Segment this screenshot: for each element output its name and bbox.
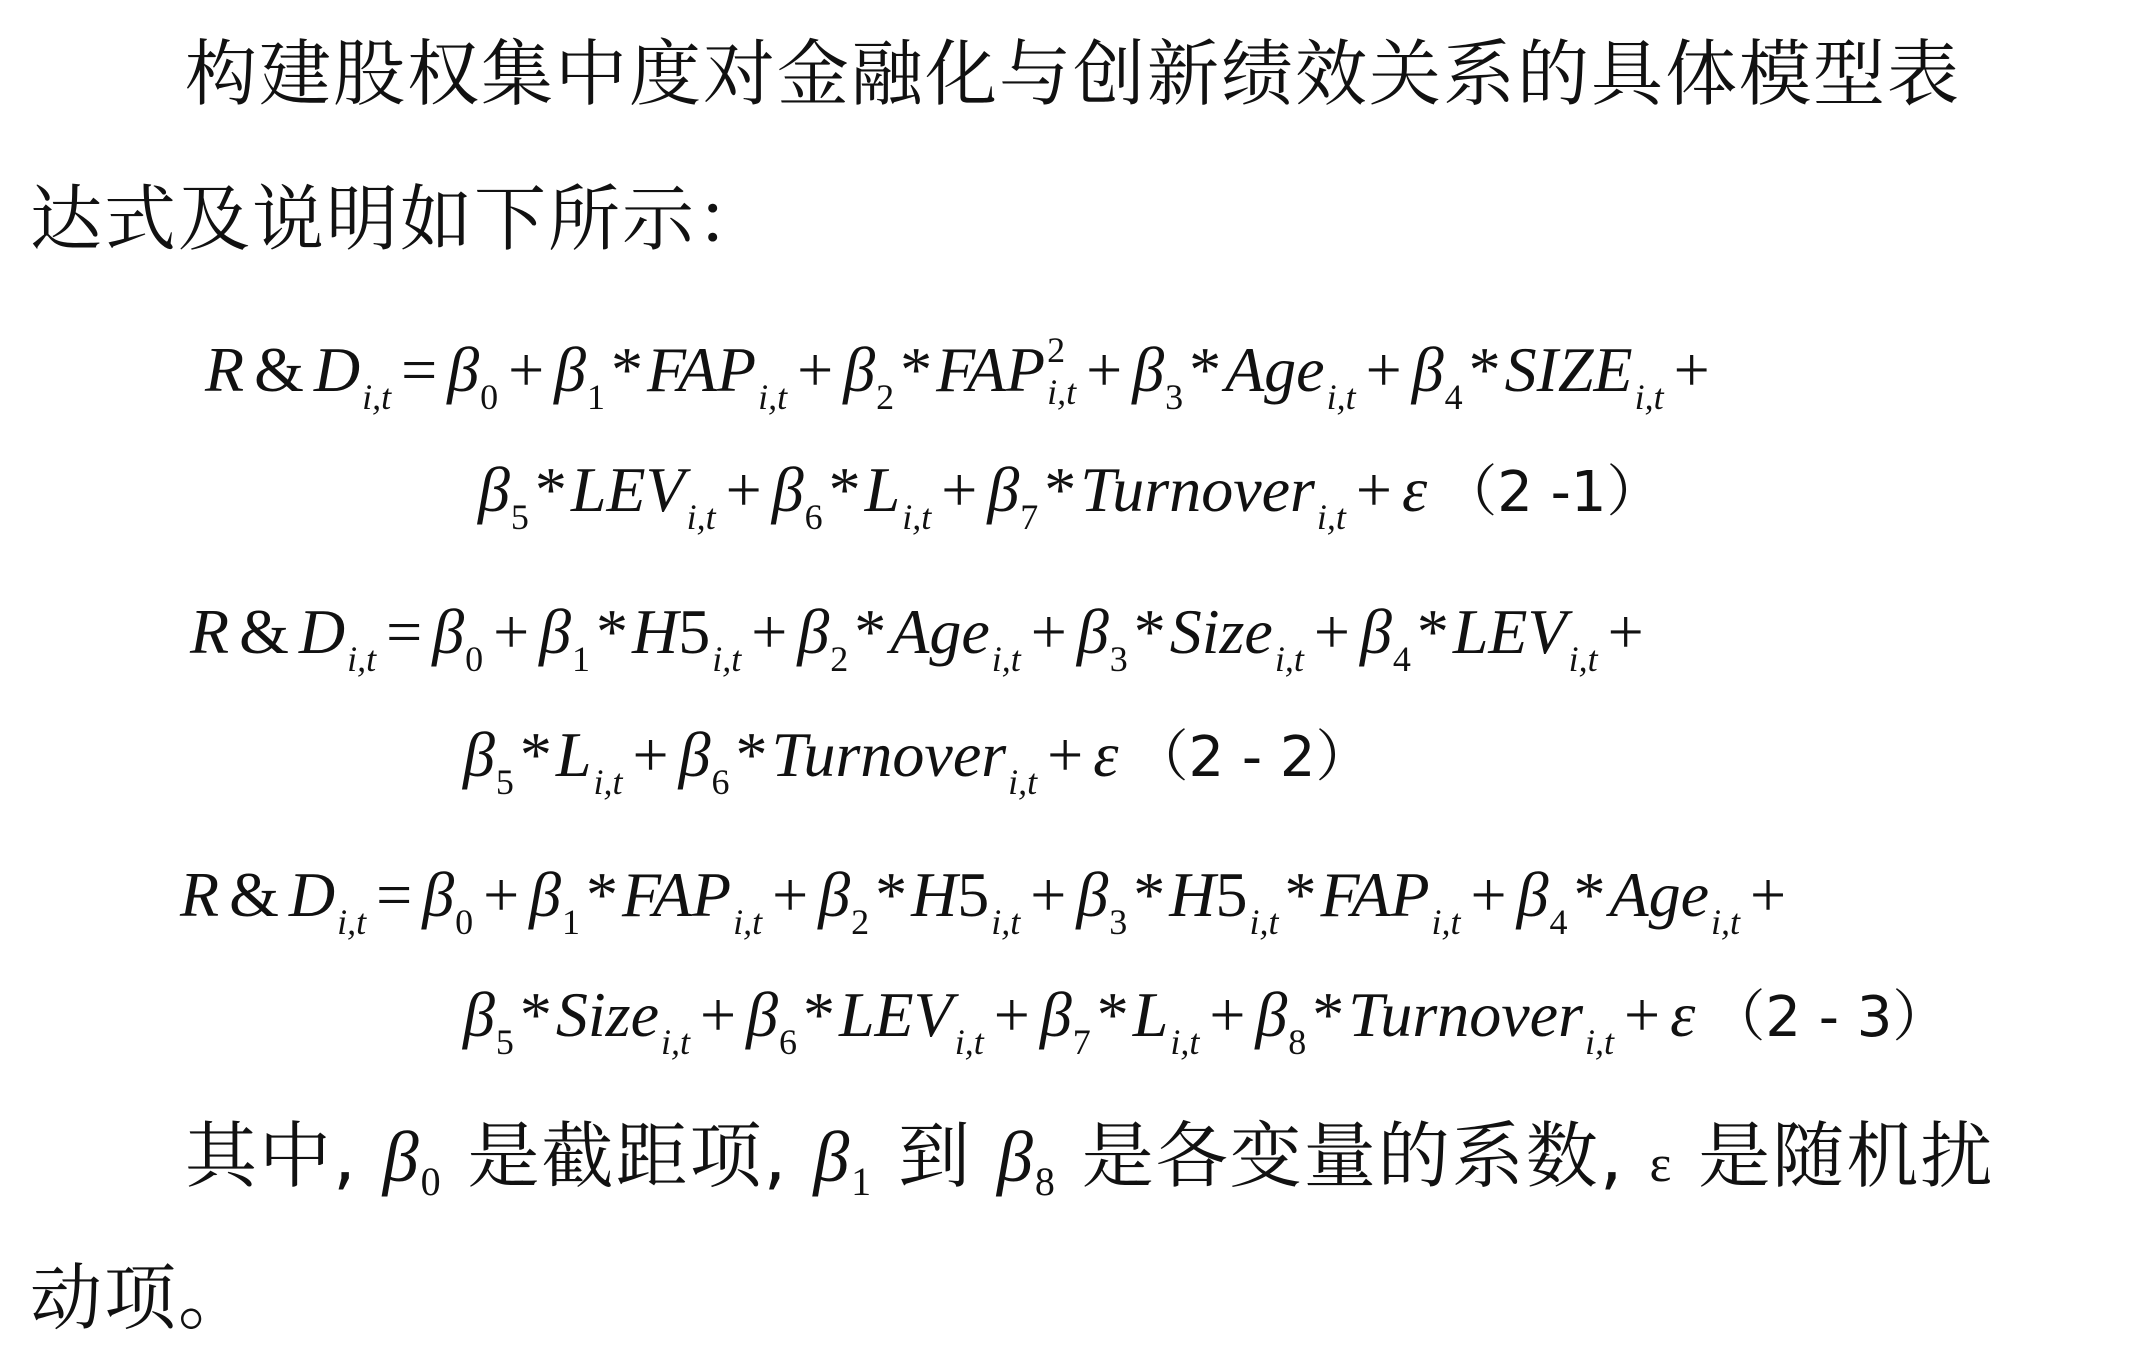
beta1-symbol: β [813,1117,852,1197]
explain-text-d: 是各变量的系数, [1081,1114,1625,1198]
equation-2-2-line-1: R & $D_{i,t} = \beta_0 + \beta_1*H5_{i,t} + \beta_2*Age_{i,t}$ + $\beta_3*Size_{i,t} + \beta_4*LEV_{i,t}$ + [190,596,1644,679]
explanation-paragraph-line-1 [185,1114,1995,1204]
explain-text-a: 其中, [185,1114,358,1198]
equation-2-1-tag: （2 -1） [1441,460,1663,525]
equation-2-3-line-2: $\beta_5*Size_{i,t} + \beta_6*LEV_{i,t} + \beta_7*L_{i,t}$ + $\beta_8*Turnover_{i,t} + \varepsilon$ （2 - 3） [463,979,1949,1062]
beta8-subscript: 8 [1034,1159,1057,1204]
equation-2-3-tag: （2 - 3） [1709,985,1949,1050]
explain-text-b: 是截距项, [467,1114,789,1198]
equation-2-2-tag: （2 - 2） [1132,725,1372,790]
equation-2-1-line-1: R & $D_{i,t} = \beta_0 + \beta_1*FAP_{i,t} + \beta_2*FAP$ 2 i,t + $\beta_3*Age_{i,t}$ + $\beta_4*SIZE_{i,t}$ + [205,330,1710,417]
equation-2-3-line-1: R & $D_{i,t} = \beta_0 + \beta_1*FAP_{i,t} + \beta_2*H5_{i,t} + \beta_3*H5_{i,t}*FAP_{i,t} + \beta_4*Age_{i,t}$ + [180,859,1787,942]
explain-text-e: 是随机扰 [1698,1114,1995,1198]
equation-2-1-line-2: $\beta_5*LEV_{i,t} + \beta_6*L_{i,t}$ + $\beta_7*Turnover_{i,t} + \varepsilon$ （2 -1） [478,454,1663,537]
epsilon-symbol: ε [1649,1136,1674,1193]
equation-2-2-line-2: $\beta_5*L_{i,t}$ + $\beta_6*Turnover_{i,t} + \varepsilon$ （2 - 2） [463,719,1372,802]
beta1-subscript: 1 [851,1159,874,1204]
intro-paragraph-line-1: 构建股权集中度对金融化与创新绩效关系的具体模型表 [185,32,1962,116]
beta0-symbol: β [382,1117,421,1197]
beta8-symbol: β [996,1117,1035,1197]
beta0-subscript: 0 [420,1159,443,1204]
intro-paragraph-line-2: 达式及说明如下所示： [30,177,771,261]
explanation-paragraph-line-2: 动项。 [30,1256,253,1340]
explain-text-c: 到 [898,1114,973,1198]
